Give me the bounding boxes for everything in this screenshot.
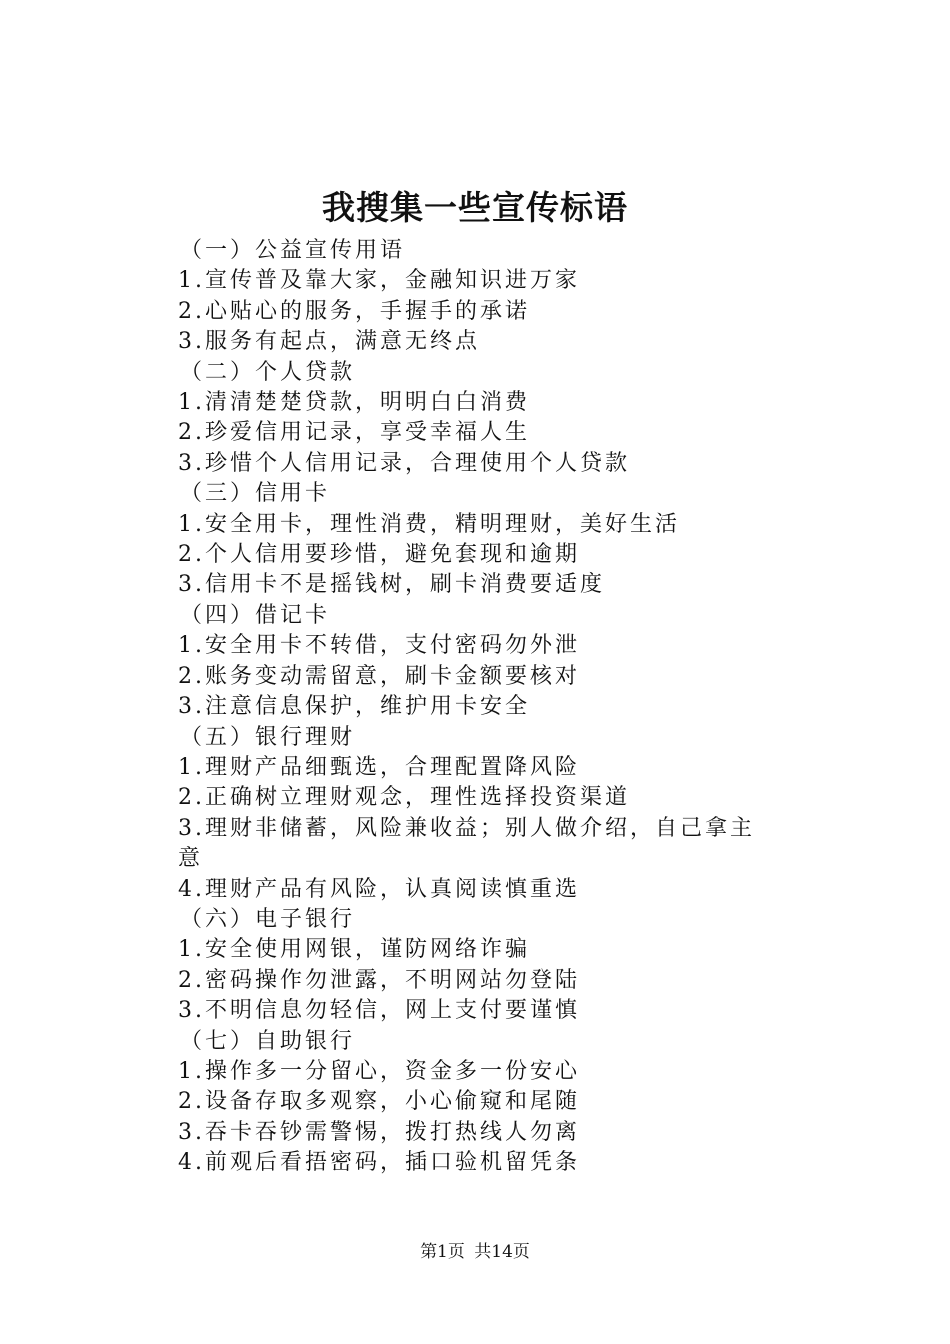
- section-heading: （六）电子银行: [180, 906, 356, 932]
- slogan-item: 3.不明信息勿轻信，网上支付要谨慎: [178, 998, 580, 1024]
- slogan-item: 1.安全使用网银，谨防网络诈骗: [178, 937, 530, 963]
- slogan-item: 4.前观后看捂密码，插口验机留凭条: [178, 1150, 580, 1176]
- slogan-item: 1.宣传普及靠大家，金融知识进万家: [178, 268, 580, 294]
- section-heading: （二）个人贷款: [180, 359, 356, 385]
- section-heading: （三）信用卡: [180, 481, 331, 507]
- section-heading: （一）公益宣传用语: [180, 238, 406, 263]
- slogan-item: 3.吞卡吞钞需警惕，拨打热线人勿离: [178, 1119, 580, 1145]
- page-number: 第1页: [420, 1242, 465, 1262]
- slogan-item: 2.正确树立理财观念，理性选择投资渠道: [178, 785, 630, 811]
- slogan-item: 2.个人信用要珍惜，避免套现和逾期: [178, 542, 580, 568]
- section-heading: （七）自助银行: [180, 1028, 356, 1054]
- slogan-item: 2.心贴心的服务，手握手的承诺: [178, 298, 530, 324]
- document-title: 我搜集一些宣传标语: [322, 188, 628, 227]
- slogan-item: 1.清清楚楚贷款，明明白白消费: [178, 390, 530, 416]
- slogan-item: 2.珍爱信用记录，享受幸福人生: [178, 420, 530, 446]
- slogan-item: 2.账务变动需留意，刷卡金额要核对: [178, 663, 580, 689]
- section-heading: （四）借记卡: [180, 602, 331, 628]
- slogan-item: 1.安全用卡不转借，支付密码勿外泄: [178, 633, 580, 659]
- slogan-item: 1.理财产品细甄选，合理配置降风险: [178, 754, 580, 780]
- slogan-item: 1.操作多一分留心，资金多一份安心: [178, 1058, 580, 1084]
- slogan-item: 3.理财非储蓄，风险兼收益；别人做介绍，自己拿主意: [178, 815, 755, 872]
- page-total: 共14页: [474, 1242, 530, 1262]
- slogan-item: 3.信用卡不是摇钱树，刷卡消费要适度: [178, 572, 605, 598]
- slogan-list: [178, 236, 778, 1179]
- slogan-item: 3.注意信息保护，维护用卡安全: [178, 694, 530, 720]
- slogan-item: 3.珍惜个人信用记录，合理使用个人贷款: [178, 450, 630, 476]
- slogan-item: 4.理财产品有风险，认真阅读慎重选: [178, 876, 580, 902]
- slogan-item: 1.安全用卡，理性消费，精明理财，美好生活: [178, 511, 680, 537]
- page-footer: [0, 1240, 950, 1264]
- slogan-item: 2.设备存取多观察，小心偷窥和尾随: [178, 1089, 580, 1115]
- slogan-item: 2.密码操作勿泄露，不明网站勿登陆: [178, 967, 580, 993]
- slogan-item: 3.服务有起点，满意无终点: [178, 329, 480, 355]
- section-heading: （五）银行理财: [180, 724, 356, 750]
